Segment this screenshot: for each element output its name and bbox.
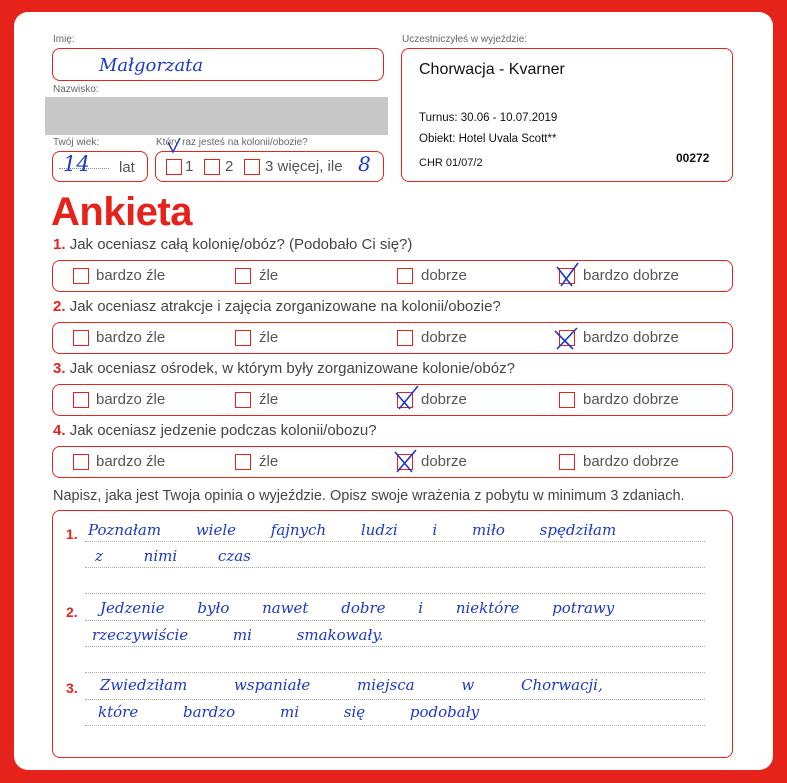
times-field <box>155 151 384 182</box>
name-value: Małgorzata <box>99 55 204 76</box>
writing-line <box>85 593 705 594</box>
question-text: Jak oceniasz atrakcje i zajęcia zorganizowane na kolonii/obozie? <box>69 298 501 315</box>
trip-name: Chorwacja - Kvarner <box>419 61 565 78</box>
question-number: 4. <box>53 422 66 439</box>
trip-info-box <box>401 48 733 182</box>
answer-number: 2. <box>66 604 78 620</box>
age-unit: lat <box>119 159 135 176</box>
age-value: 14 <box>63 152 90 176</box>
q3-bardzo-zle-checkbox[interactable] <box>73 392 89 408</box>
opinion-prompt: Napisz, jaka jest Twoja opinia o wyjeździe. Opisz swoje wrażenia z pobytu w minimum 3 zdaniach. <box>53 488 685 504</box>
answer-row-2 <box>52 322 733 354</box>
tick-mark-icon <box>166 138 182 160</box>
question-number: 3. <box>53 360 66 377</box>
q2-zle-checkbox[interactable] <box>235 330 251 346</box>
survey-title: Ankieta <box>51 190 192 234</box>
times-label: Który raz jesteś na kolonii/obozie? <box>156 137 308 148</box>
q2-zle-label: źle <box>259 329 279 346</box>
answer-row-4 <box>52 446 733 478</box>
times-checkbox-2[interactable] <box>204 159 220 175</box>
answer-2-line-1: Jedzenie było nawet dobre i niektóre potrawy <box>100 599 615 617</box>
check-x-icon <box>393 385 419 411</box>
q4-zle-checkbox[interactable] <box>235 454 251 470</box>
q2-dobrze-checkbox[interactable] <box>397 330 413 346</box>
q4-bardzo-dobrze-checkbox[interactable] <box>559 454 575 470</box>
q4-bardzo-zle-checkbox[interactable] <box>73 454 89 470</box>
writing-line <box>85 567 705 568</box>
q1-bardzo-zle-checkbox[interactable] <box>73 268 89 284</box>
writing-line <box>85 699 705 700</box>
q2-dobrze-label: dobrze <box>421 329 467 346</box>
q3-zle-checkbox[interactable] <box>235 392 251 408</box>
writing-line <box>85 725 705 726</box>
surname-label: Nazwisko: <box>53 84 99 95</box>
answer-1-line-1: Poznałam wiele fajnych ludzi i miło spędziłam <box>88 521 617 539</box>
q3-zle-label: źle <box>259 391 279 408</box>
answer-3-line-2: które bardzo mi się podobały <box>98 703 480 721</box>
question-number: 2. <box>53 298 66 315</box>
q3-bardzo-dobrze-label: bardzo dobrze <box>583 391 679 408</box>
answer-3-line-1: Zwiedziłam wspaniałe miejsca w Chorwacji, <box>100 676 603 694</box>
writing-line <box>85 672 705 673</box>
answer-number: 3. <box>66 680 78 696</box>
question-4 <box>53 422 377 439</box>
trip-turnus: Turnus: 30.06 - 10.07.2019 <box>419 112 558 124</box>
answer-row-1 <box>52 260 733 292</box>
q3-bardzo-dobrze-checkbox[interactable] <box>559 392 575 408</box>
trip-code: CHR 01/07/2 <box>419 157 483 169</box>
q4-bardzo-dobrze-label: bardzo dobrze <box>583 453 679 470</box>
check-x-icon <box>392 448 418 474</box>
question-number: 1. <box>53 236 66 253</box>
question-2 <box>53 298 501 315</box>
question-1 <box>53 236 412 253</box>
age-label: Twój wiek: <box>53 137 100 148</box>
q1-zle-checkbox[interactable] <box>235 268 251 284</box>
question-3 <box>53 360 515 377</box>
q3-dobrze-label: dobrze <box>421 391 467 408</box>
q1-dobrze-checkbox[interactable] <box>397 268 413 284</box>
trip-label: Uczestniczyłeś w wyjeździe: <box>402 34 528 45</box>
q2-bardzo-zle-label: bardzo źle <box>96 329 166 346</box>
times-checkbox-3[interactable] <box>244 159 260 175</box>
name-field[interactable] <box>52 48 384 81</box>
question-text: Jak oceniasz całą kolonię/obóz? (Podobało Ci się?) <box>69 236 413 253</box>
writing-line <box>85 541 705 542</box>
times-opt3-label: 3 więcej, ile <box>265 158 343 175</box>
answer-number: 1. <box>66 526 78 542</box>
times-value: 8 <box>358 152 371 176</box>
times-checkbox-1[interactable] <box>166 159 182 175</box>
writing-line <box>85 620 705 621</box>
times-opt2-label: 2 <box>225 158 234 175</box>
q2-bardzo-zle-checkbox[interactable] <box>73 330 89 346</box>
q1-bardzo-zle-label: bardzo źle <box>96 267 166 284</box>
writing-line <box>85 646 705 647</box>
answer-row-3 <box>52 384 733 416</box>
q2-bardzo-dobrze-label: bardzo dobrze <box>583 329 679 346</box>
age-field[interactable] <box>52 151 148 182</box>
q1-bardzo-dobrze-label: bardzo dobrze <box>583 267 679 284</box>
answer-1-line-2: z nimi czas <box>95 547 251 565</box>
q3-bardzo-zle-label: bardzo źle <box>96 391 166 408</box>
q4-zle-label: źle <box>259 453 279 470</box>
check-x-icon <box>554 261 580 287</box>
surname-redaction <box>45 97 388 135</box>
q4-bardzo-zle-label: bardzo źle <box>96 453 166 470</box>
name-label: Imię: <box>53 34 75 45</box>
question-text: Jak oceniasz jedzenie podczas kolonii/obozu? <box>69 422 377 439</box>
question-text: Jak oceniasz ośrodek, w którym były zorganizowane kolonie/obóz? <box>69 360 515 377</box>
q4-dobrze-label: dobrze <box>421 453 467 470</box>
times-opt1-label: 1 <box>185 158 194 175</box>
trip-obiekt: Obiekt: Hotel Uvala Scott** <box>419 133 557 145</box>
q1-dobrze-label: dobrze <box>421 267 467 284</box>
trip-number: 00272 <box>676 151 710 165</box>
q1-zle-label: źle <box>259 267 279 284</box>
check-x-icon <box>553 325 579 351</box>
answer-2-line-2: rzeczywiście mi smakowały. <box>92 626 384 644</box>
